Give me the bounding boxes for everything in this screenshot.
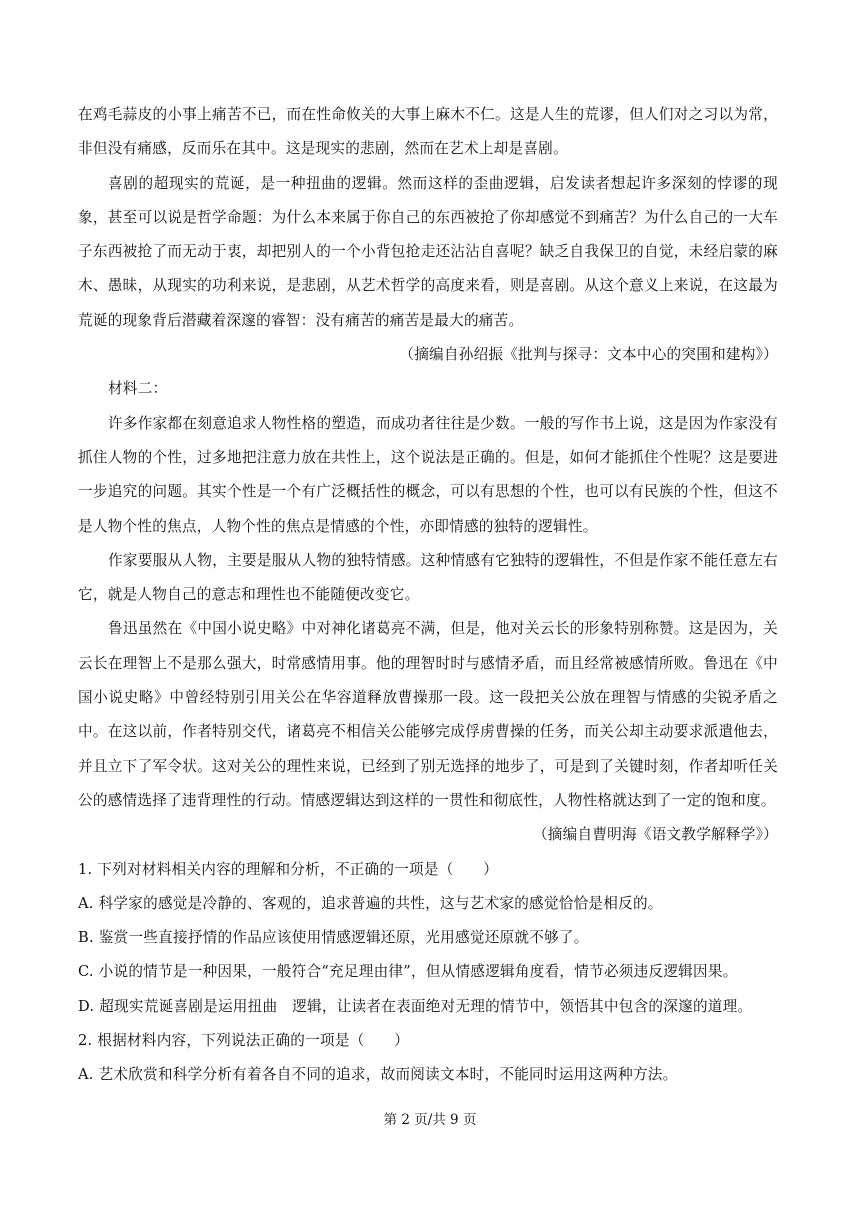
material-2-label: 材料二： xyxy=(108,380,168,398)
paragraph-3: 许多作家都在刻意追求人物性格的塑造，而成功者往往是少数。一般的写作书上说，这是因为作家没有抓住人物的个性，过多地把注意力放在共性上，这个说法是正确的。但是，如何才能抓住个性呢？这是要进一步追究的问题。其实个性是一个有广泛概括性的概念，可以有思想的个性，也可以有民族的个性，但这不是人物个性的焦点，人物个性的焦点是情感的个性，亦即情感的独特的逻辑性。 xyxy=(78,414,778,535)
paragraph-5: 鲁迅虽然在《中国小说史略》中对神化诸葛亮不满，但是，他对关云长的形象特别称赞。这是因为，关云长在理智上不是那么强大，时常感情用事。他的理智时时与感情矛盾，而且经常被感情所败。鲁迅在《中国小说史略》中曾经特别引用关公在华容道释放曹操那一段。这一段把关公放在理智与情感的尖锐矛盾之中。在这以前，作者特别交代，诸葛亮不相信关公能够完成俘虏曹操的任务，而关公却主动要求派遣他去，并且立下了军令状。这对关公的理性来说，已经到了别无选择的地步了，可是到了关键时刻，作者却听任关公的感情选择了违背理性的行动。情感逻辑达到这样的一贯性和彻底性，人物性格就达到了一定的饱和度。 xyxy=(78,620,778,809)
question-1-option-d: D. 超现实荒诞喜剧是运用扭曲 逻辑，让读者在表面绝对无理的情节中，领悟其中包含的深邃的道理。 xyxy=(78,997,753,1015)
paragraph-2: 喜剧的超现实的荒诞，是一种扭曲的逻辑。然而这样的歪曲逻辑，启发读者想起许多深刻的悖谬的现象，甚至可以说是哲学命题：为什么本来属于你自己的东西被抢了你却感觉不到痛苦？为什么自己的一大车子东西被抢了而无动于衷，却把别人的一个小背包抢走还沾沾自喜呢？缺乏自我保卫的自觉，未经启蒙的麻木、愚昧，从现实的功利来说，是悲剧，从艺术哲学的高度来看，则是喜剧。从这个意义上来说，在这最为荒诞的现象背后潜藏着深邃的睿智：没有痛苦的痛苦是最大的痛苦。 xyxy=(78,174,778,329)
page-number: 第 2 页/共 9 页 xyxy=(383,1112,477,1128)
question-2: 2. 根据材料内容，下列说法正确的一项是（ ） xyxy=(78,1032,410,1050)
citation-2: （摘编自曹明海《语文教学解释学》） xyxy=(532,826,778,844)
paragraph-4: 作家要服从人物，主要是服从人物的独特情感。这种情感有它独特的逻辑性，不但是作家不能任意左右它，就是人物自己的意志和理性也不能随便改变它。 xyxy=(78,551,778,604)
document-body xyxy=(78,98,778,1093)
question-1-option-b: B. 鉴赏一些直接抒情的作品应该使用情感逻辑还原，光用感觉还原就不够了。 xyxy=(78,929,589,947)
question-1-option-a: A. 科学家的感觉是冷静的、客观的，追求普遍的共性，这与艺术家的感觉恰恰是相反的。 xyxy=(78,894,663,912)
question-1: 1. 下列对材料相关内容的理解和分析，不正确的一项是（ ） xyxy=(78,860,499,878)
question-1-option-c: C. 小说的情节是一种因果，一般符合“充足理由律”，但从情感逻辑角度看，情节必须违反逻辑因果。 xyxy=(78,963,738,981)
question-2-option-a: A. 艺术欣赏和科学分析有着各自不同的追求，故而阅读文本时，不能同时运用这两种方法。 xyxy=(78,1066,678,1084)
paragraph-1: 在鸡毛蒜皮的小事上痛苦不已，而在性命攸关的大事上麻木不仁。这是人生的荒谬，但人们对之习以为常，非但没有痛感，反而乐在其中。这是现实的悲剧，然而在艺术上却是喜剧。 xyxy=(78,106,778,158)
citation-1: （摘编自孙绍振《批判与探寻：文本中心的突围和建构》） xyxy=(399,346,778,364)
